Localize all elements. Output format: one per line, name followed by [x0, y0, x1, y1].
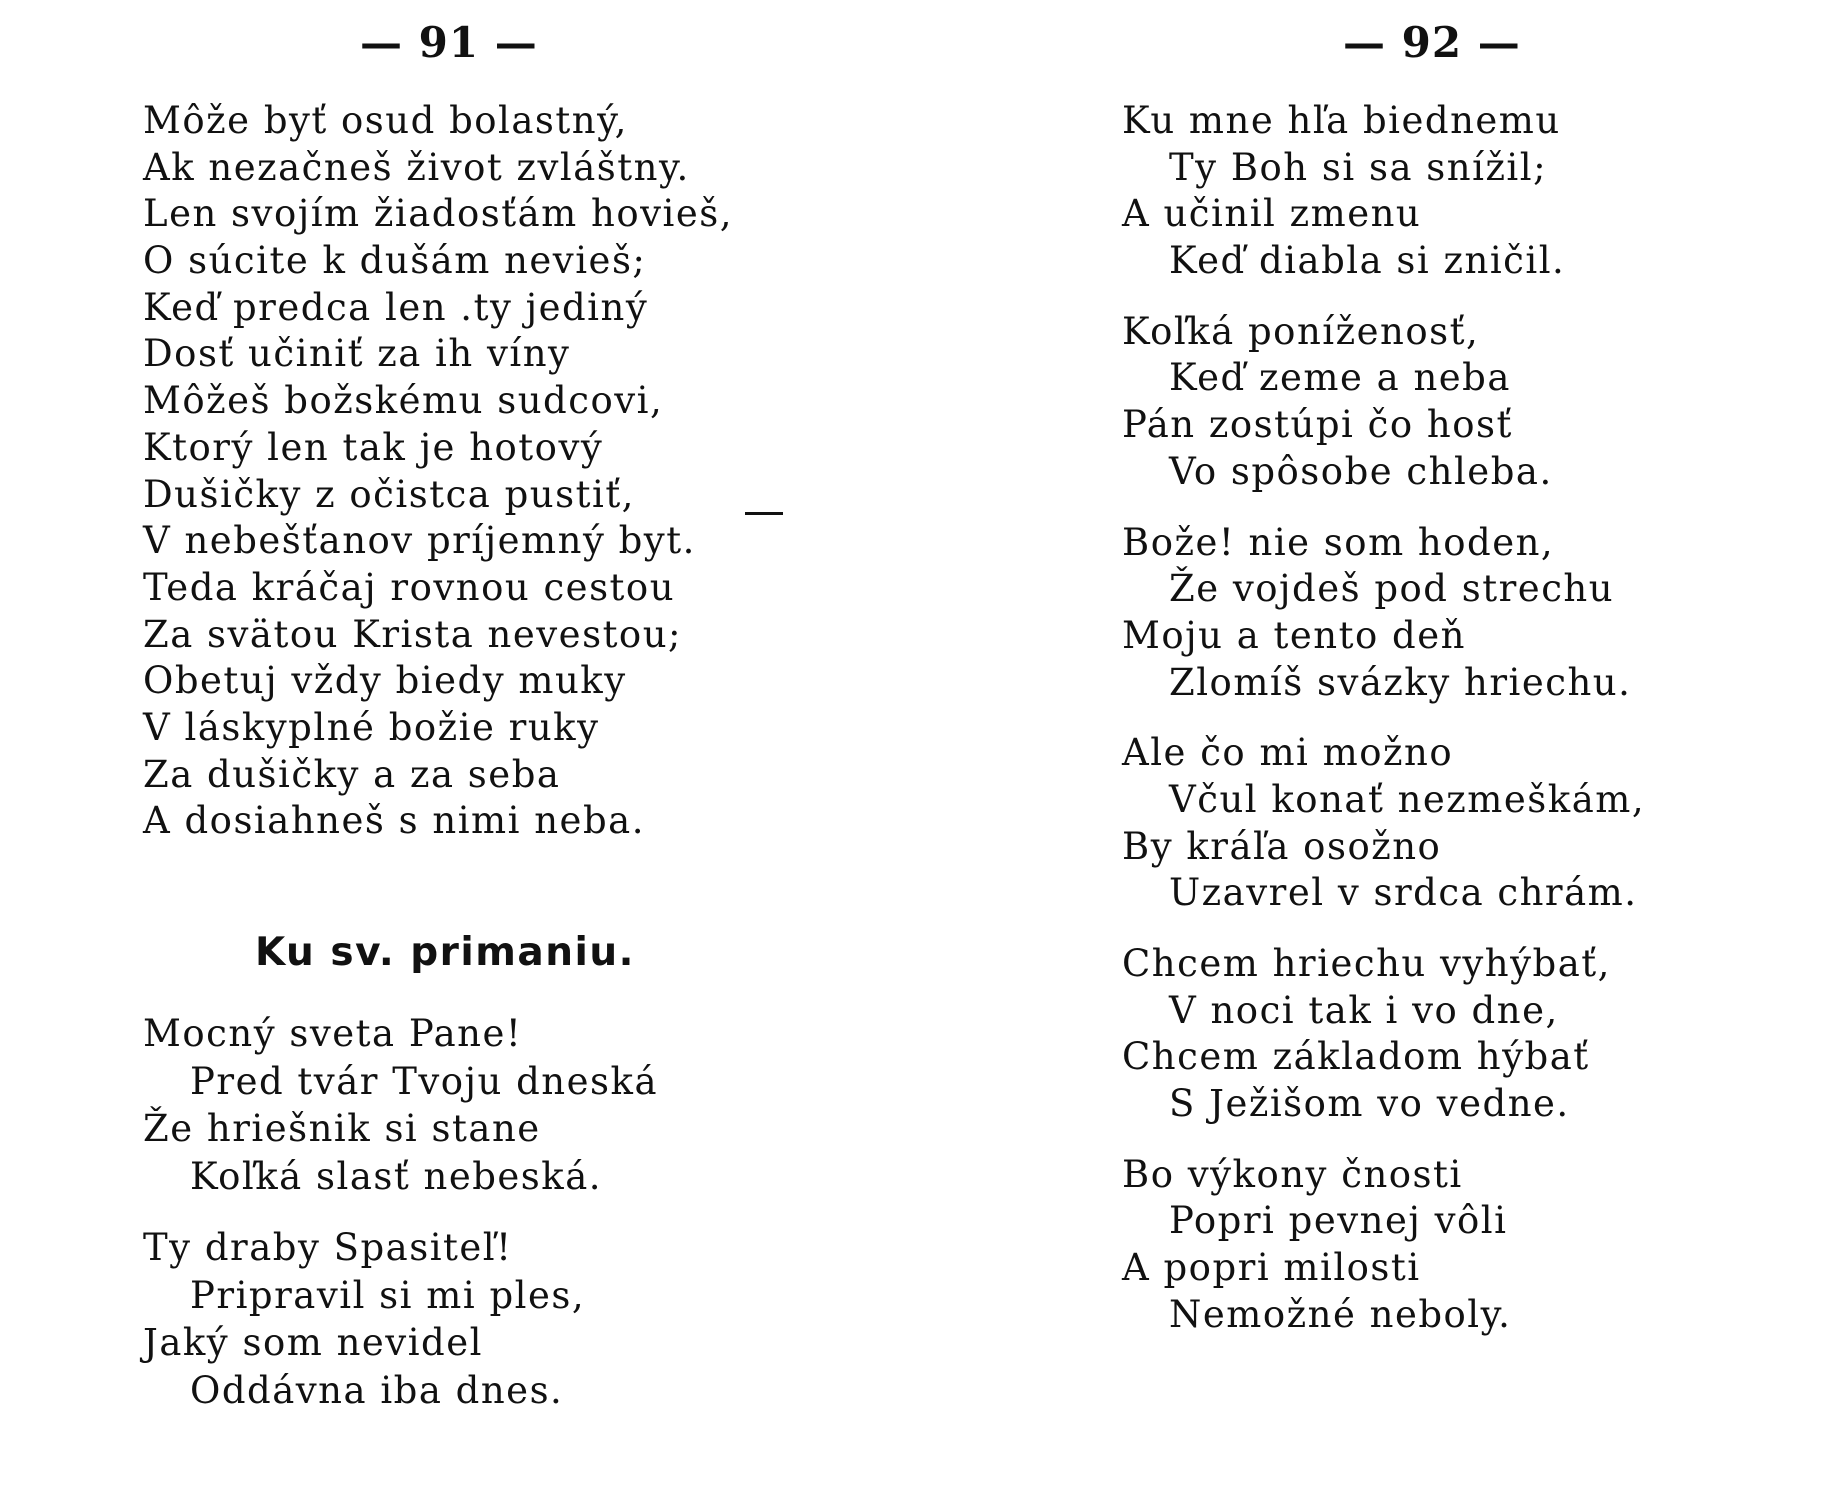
verse-line: A popri milosti: [1122, 1246, 1421, 1290]
verse-line: Keď predca len .ty jediný: [143, 285, 649, 329]
verse-line: Bože! nie som hoden,: [1122, 520, 1555, 564]
verse-line: Nemožné neboly.: [1169, 1292, 1512, 1336]
verse-line: Že hriešnik si stane: [143, 1107, 541, 1150]
verse-line: Koľká slasť nebeská.: [190, 1154, 603, 1198]
verse-line: Uzavrel v srdca chrám.: [1169, 871, 1638, 915]
verse-line: Ale čo mi možno: [1122, 731, 1454, 775]
stanza-gap: [1122, 496, 1645, 520]
verse-line: Ty draby Spasiteľ!: [143, 1226, 513, 1269]
verse-line: O súcite k dušám nevieš;: [143, 239, 647, 283]
verse-line: Chcem hriechu vyhýbať,: [1122, 942, 1611, 985]
verse-line: Chcem základom hýbať: [1122, 1035, 1590, 1079]
verse-line: S Ježišom vo vedne.: [1169, 1082, 1570, 1126]
verse-line: Môžeš božskému sudcovi,: [143, 379, 664, 423]
verse-line: V noci tak i vo dne,: [1169, 988, 1559, 1032]
verse-line: Ak nezačneš život zvláštny.: [143, 145, 690, 189]
verse-line: Teda kráčaj rovnou cestou: [143, 565, 676, 609]
verse-line: Ktorý len tak je hotový: [143, 425, 604, 469]
verse-line: Moju a tento deň: [1122, 613, 1466, 657]
stanza-gap: [1122, 706, 1645, 730]
page-number-right: — 92 —: [1343, 18, 1521, 67]
verse-line: Včul konať nezmeškám,: [1169, 777, 1646, 821]
dash-mark: [745, 512, 783, 515]
stanza-gap: [1122, 917, 1645, 941]
poem-block: [143, 1010, 658, 1414]
verse-line: By kráľa osožno: [1122, 824, 1442, 868]
verse-line: Pripravil si mi ples,: [190, 1273, 586, 1317]
verse-line: Mocný sveta Pane!: [143, 1012, 523, 1055]
verse-line: V láskyplné božie ruky: [143, 705, 600, 749]
verse-line: Ty Boh si sa snížil;: [1169, 145, 1548, 189]
verse-line: V nebešťanov príjemný byt.: [143, 519, 696, 563]
verse-line: Jaký som nevidel: [143, 1321, 483, 1364]
verse-line: Za dušičky a za seba: [143, 752, 561, 796]
verse-line: Vo spôsobe chleba.: [1169, 449, 1553, 493]
verse-line: Len svojím žiadosťám hovieš,: [143, 192, 733, 236]
right-page: [915, 0, 1830, 1500]
verse-line: Popri pevnej vôli: [1169, 1199, 1508, 1243]
stanza-gap: [1122, 1128, 1645, 1152]
verse-line: Dušičky z očistca pustiť,: [143, 472, 635, 516]
verse-line: Môže byť osud bolastný,: [143, 99, 628, 142]
verse-line: Že vojdeš pod strechu: [1169, 567, 1615, 611]
verse-line: Ku mne hľa biednemu: [1122, 99, 1561, 142]
verse-line: Obetuj vždy biedy muky: [143, 659, 627, 703]
verse-line: Dosť učiniť za ih víny: [143, 332, 571, 376]
section-title: Ku sv. primaniu.: [255, 930, 635, 975]
verse-line: Za svätou Krista nevestou;: [143, 612, 683, 656]
verse-line: Pred tvár Tvoju dneská: [190, 1059, 659, 1103]
verse-line: Koľká poníženosť,: [1122, 309, 1480, 353]
page-number-left: — 91 —: [360, 18, 538, 67]
verse-line: Pán zostúpi čo hosť: [1122, 403, 1513, 447]
poem-block: [1122, 98, 1645, 1339]
verse-block: [143, 98, 733, 845]
verse-line: Bo výkony čnosti: [1122, 1152, 1463, 1196]
stanza-gap: [1122, 285, 1645, 309]
verse-line: A dosiahneš s nimi neba.: [143, 799, 645, 843]
stanza-gap: [143, 1200, 658, 1224]
verse-line: A učinil zmenu: [1122, 192, 1422, 236]
verse-line: Keď zeme a neba: [1169, 356, 1511, 400]
verse-line: Oddávna iba dnes.: [190, 1368, 564, 1412]
verse-line: Zlomíš svázky hriechu.: [1169, 660, 1632, 704]
verse-line: Keď diabla si zničil.: [1169, 239, 1566, 283]
